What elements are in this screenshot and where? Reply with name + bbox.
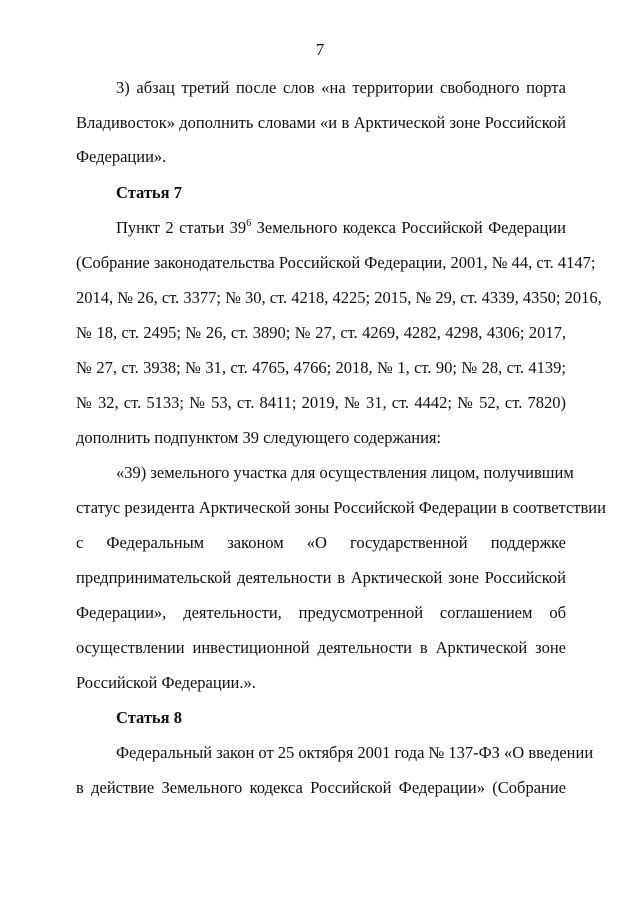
paragraph-line: 3) абзац третий после слов «на территории свободного порта <box>116 78 566 97</box>
superscript: 6 <box>246 218 252 229</box>
paragraph-line: № 27, ст. 3938; № 31, ст. 4765, 4766; 2018, № 1, ст. 90; № 28, ст. 4139; <box>76 358 566 377</box>
text-fragment: Земельного кодекса Российской Федерации <box>251 218 566 237</box>
paragraph-line: (Собрание законодательства Российской Федерации, 2001, № 44, ст. 4147; <box>76 253 596 272</box>
article-8-heading: Статья 8 <box>116 708 182 727</box>
paragraph-line: № 32, ст. 5133; № 53, ст. 8411; 2019, № 31, ст. 4442; № 52, ст. 7820) <box>76 393 566 412</box>
paragraph-line: Федеральный закон от 25 октября 2001 года № 137-ФЗ «О введении <box>116 743 594 762</box>
paragraph-line: дополнить подпунктом 39 следующего содержания: <box>76 428 442 447</box>
text-fragment: Пункт 2 статьи 39 <box>116 218 247 237</box>
paragraph-line: № 18, ст. 2495; № 26, ст. 3890; № 27, ст. 4269, 4282, 4298, 4306; 2017, <box>76 323 566 342</box>
paragraph-line: «39) земельного участка для осуществления лицом, получившим <box>116 463 574 482</box>
paragraph-line: Федерации», деятельности, предусмотренной соглашением об <box>76 603 566 622</box>
page-number: 7 <box>315 40 325 59</box>
paragraph-line: в действие Земельного кодекса Российской Федерации» (Собрание <box>76 778 566 797</box>
paragraph-line: Федерации». <box>76 147 167 166</box>
paragraph-line: статус резидента Арктической зоны Российской Федерации в соответствии <box>76 498 606 517</box>
paragraph-line: Владивосток» дополнить словами «и в Арктической зоне Российской <box>76 113 566 132</box>
paragraph-line: Российской Федерации.». <box>76 673 256 692</box>
paragraph-line: 2014, № 26, ст. 3377; № 30, ст. 4218, 4225; 2015, № 29, ст. 4339, 4350; 2016, <box>76 288 602 307</box>
paragraph-line: с Федеральным законом «О государственной поддержке <box>76 533 566 552</box>
paragraph-line: осуществлении инвестиционной деятельности в Арктической зоне <box>76 638 566 657</box>
paragraph-line: предпринимательской деятельности в Арктической зоне Российской <box>76 568 566 587</box>
paragraph-line <box>116 218 566 238</box>
article-7-heading: Статья 7 <box>116 183 182 202</box>
